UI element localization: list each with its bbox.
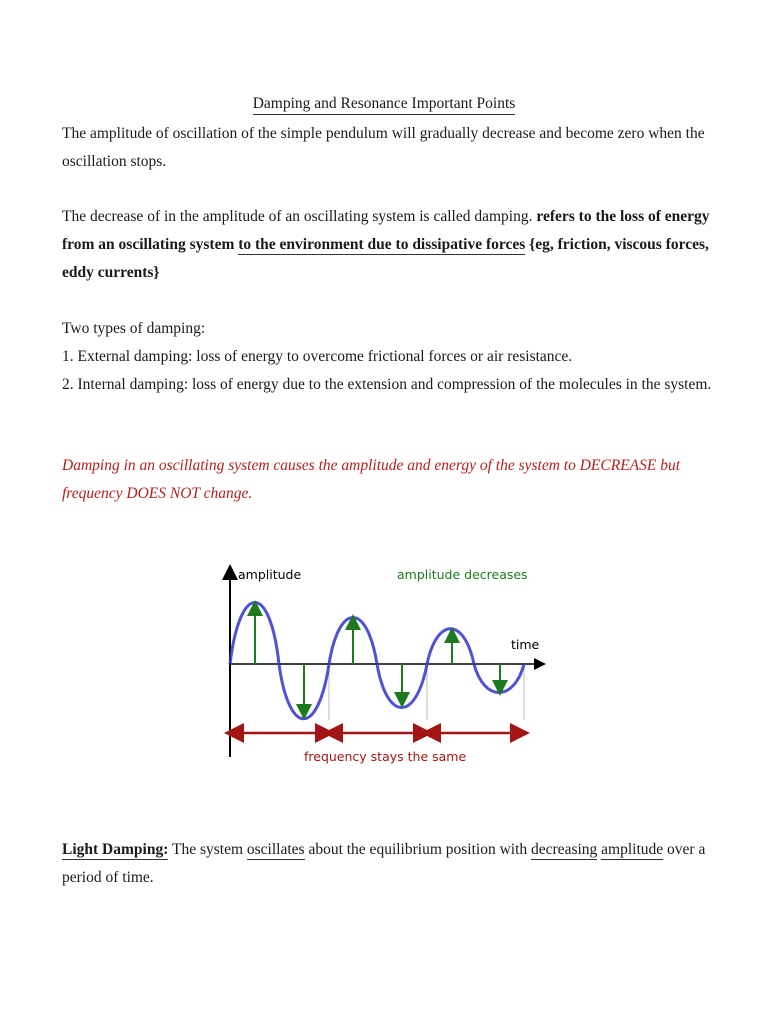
intro-paragraph: The amplitude of oscillation of the simple pendulum will gradually decrease and become zero when the oscillation stops. [62,125,705,170]
damping-types-heading: Two types of damping: [62,320,206,337]
damped-wave [230,603,524,719]
damping-definition-bold: refers to the loss of energy from an oscillating system [62,208,710,253]
light-damping-text: about the equilibrium position with [304,841,532,858]
damped-oscillation-figure [222,562,552,777]
damping-types-paragraph [62,315,712,399]
amplitude-underlined: amplitude [601,841,664,858]
frequency-same-label: frequency stays the same [304,749,467,764]
light-damping-text: over a period of time. [62,841,706,886]
dissipative-forces-underlined: to the environment due to dissipative forces [238,236,526,253]
amplitude-decreases-label: amplitude decreases [397,567,528,582]
damping-effect-note: Damping in an oscillating system causes the amplitude and energy of the system to DECREASE but frequency DOES NOT change. [62,457,681,502]
damping-definition-paragraph [62,203,712,287]
damping-examples: {eg, friction, viscous forces, eddy currents} [62,236,709,281]
decreasing-underlined: decreasing [531,841,598,858]
time-axis-label: time [511,637,540,652]
oscillates-underlined: oscillates [246,841,305,858]
light-damping-term: Light Damping: [62,841,169,858]
internal-damping-item: 2. Internal damping: loss of energy due to the extension and compression of the molecules in the system. [62,376,712,393]
page-title [0,95,768,113]
light-damping-text: The system [168,841,247,858]
page-title-text: Damping and Resonance Important Points [253,95,516,115]
amplitude-axis-label: amplitude [238,567,302,582]
external-damping-item: 1. External damping: loss of energy to overcome frictional forces or air resistance. [62,348,573,365]
damping-definition-text: The decrease of in the amplitude of an oscillating system is called damping. [62,208,537,225]
light-damping-paragraph [62,836,712,892]
